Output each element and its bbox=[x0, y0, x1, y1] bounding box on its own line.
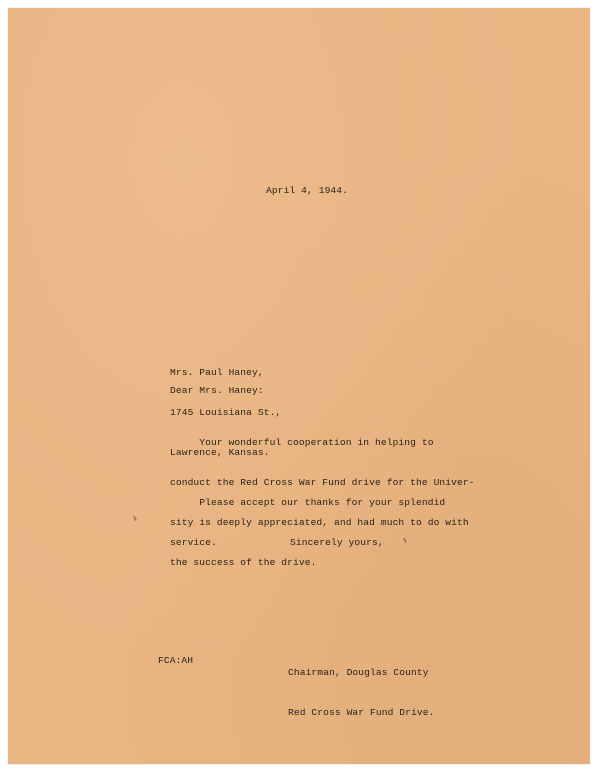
body-line: conduct the Red Cross War Fund drive for the Univer- bbox=[170, 477, 475, 488]
body-line: Your wonderful cooperation in helping to bbox=[170, 437, 434, 448]
salutation: Dear Mrs. Haney: bbox=[170, 385, 264, 396]
address-line: Mrs. Paul Haney, bbox=[170, 367, 264, 378]
closing: Sincerely yours, bbox=[290, 537, 384, 548]
paper-speck bbox=[133, 516, 136, 521]
signature-block bbox=[288, 640, 434, 746]
body-line: the success of the drive. bbox=[170, 557, 317, 568]
body-paragraph-2 bbox=[170, 470, 445, 576]
signature-line: Red Cross War Fund Drive. bbox=[288, 707, 435, 718]
letter-date: April 4, 1944. bbox=[266, 185, 349, 196]
address-line: Lawrence, Kansas. bbox=[170, 447, 270, 458]
body-line: sity is deeply appreciated, and had much to do with bbox=[170, 517, 469, 528]
signature-line: Chairman, Douglas County bbox=[288, 667, 429, 678]
reference-initials: FCA:AH bbox=[158, 655, 194, 666]
body-line: Please accept our thanks for your splendid bbox=[170, 497, 446, 508]
body-line: service. bbox=[170, 537, 217, 548]
address-line: 1745 Louisiana St., bbox=[170, 407, 282, 418]
letter-page bbox=[8, 8, 590, 764]
